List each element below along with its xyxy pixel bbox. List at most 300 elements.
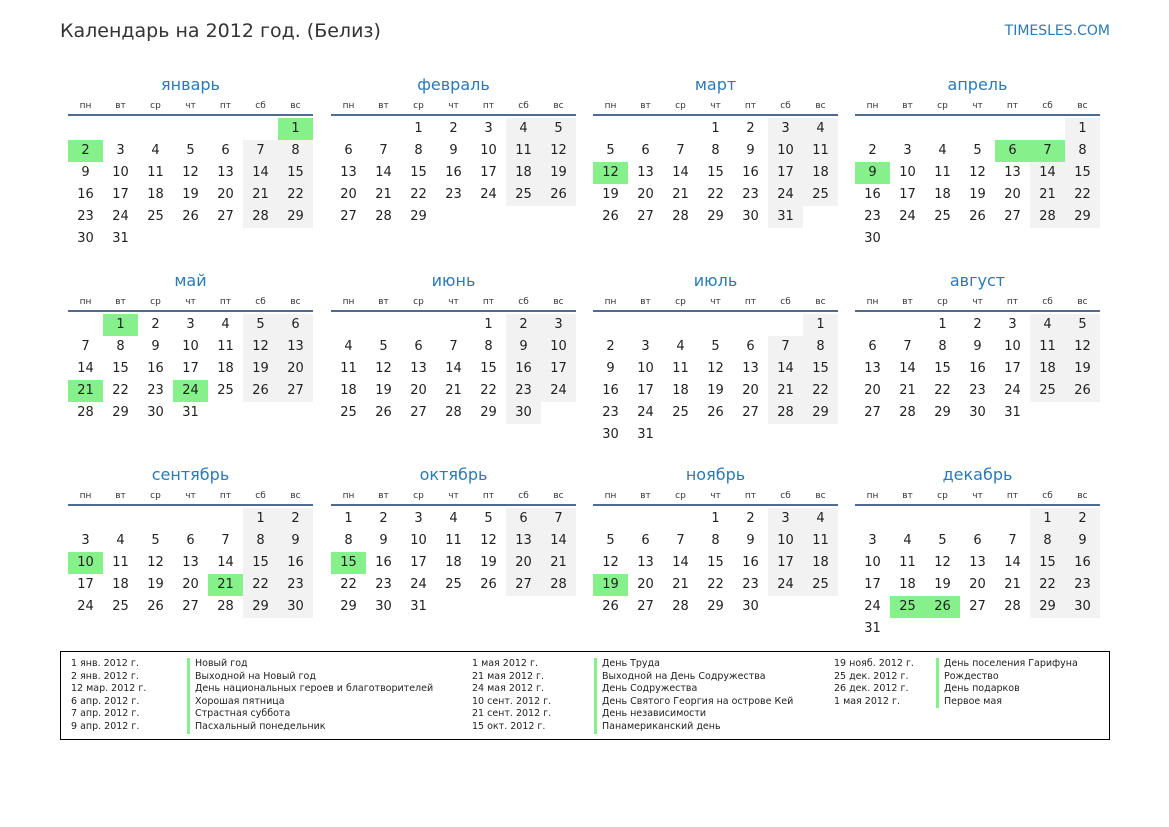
day-cell: 10	[182, 339, 199, 354]
month-3	[593, 74, 838, 228]
day-cell: 26	[541, 184, 576, 206]
weekday-label: пн	[79, 491, 92, 501]
month-title: август	[949, 271, 1006, 290]
day-cell: 10	[637, 361, 654, 376]
day-cell: 10	[768, 140, 803, 162]
day-cell: 19	[480, 555, 497, 570]
day-cell: 5	[484, 511, 493, 526]
day-cell: 12	[541, 140, 576, 162]
holiday-name: Первое мая	[936, 696, 1078, 709]
day-cell: 1	[1030, 508, 1065, 530]
empty-cell	[890, 508, 925, 530]
empty-cell	[995, 118, 1030, 140]
day-cell: 16	[1065, 552, 1100, 574]
weekday-label: вс	[1077, 297, 1088, 307]
day-grid	[68, 506, 313, 618]
month-2	[331, 74, 576, 228]
day-cell: 15	[278, 162, 313, 184]
weekday-label: вс	[815, 491, 826, 501]
day-cell: 22	[410, 187, 427, 202]
day-cell: 29	[243, 596, 278, 618]
day-cell: 26	[707, 405, 724, 420]
month-6	[331, 270, 576, 424]
empty-cell	[855, 508, 890, 530]
day-cell: 28	[541, 574, 576, 596]
weekday-label: вт	[115, 101, 126, 111]
day-cell: 24	[480, 187, 497, 202]
weekday-label: сб	[780, 101, 791, 111]
day-cell: 30	[864, 231, 881, 246]
day-cell: 24	[77, 599, 94, 614]
day-cell: 2	[506, 314, 541, 336]
site-link[interactable]: TIMESLES.COM	[1004, 23, 1110, 39]
empty-cell	[663, 508, 698, 530]
day-cell: 21	[445, 383, 462, 398]
weekday-label: пн	[604, 491, 617, 501]
day-cell: 5	[606, 143, 615, 158]
day-cell: 26	[375, 405, 392, 420]
holiday-name: День национальных героев и благотворителей	[187, 683, 433, 696]
day-cell: 2	[379, 511, 388, 526]
day-cell: 27	[637, 209, 654, 224]
day-cell: 10	[1004, 339, 1021, 354]
month-title: октябрь	[419, 465, 488, 484]
day-cell: 21	[768, 380, 803, 402]
day-cell: 19	[147, 577, 164, 592]
month-title: июнь	[431, 271, 476, 290]
day-cell: 11	[445, 533, 462, 548]
day-cell: 4	[221, 317, 230, 332]
day-cell: 4	[449, 511, 458, 526]
day-cell: 19	[243, 358, 278, 380]
day-cell: 28	[217, 599, 234, 614]
day-cell: 1	[711, 511, 720, 526]
day-cell: 22	[112, 383, 129, 398]
weekday-label: чт	[448, 491, 459, 501]
weekday-label: ср	[413, 101, 424, 111]
day-cell: 2	[606, 339, 615, 354]
holiday-name: Выходной на Новый год	[187, 671, 433, 684]
day-cell: 10	[899, 165, 916, 180]
day-cell: 20	[637, 187, 654, 202]
holiday-date: 1 мая 2012 г.	[472, 658, 538, 669]
day-cell: 28	[899, 405, 916, 420]
day-cell: 19	[375, 383, 392, 398]
month-5	[68, 270, 313, 424]
weekday-label: вс	[1077, 491, 1088, 501]
day-cell: 18	[217, 361, 234, 376]
weekday-label: пн	[866, 297, 879, 307]
month-title: май	[174, 271, 207, 290]
holiday-name: Новый год	[187, 658, 433, 671]
day-cell: 11	[803, 140, 838, 162]
weekday-label: чт	[185, 297, 196, 307]
day-cell: 2	[278, 508, 313, 530]
day-cell: 12	[480, 533, 497, 548]
holiday-legend	[60, 651, 1110, 740]
day-cell: 14	[1004, 555, 1021, 570]
day-cell: 29	[707, 599, 724, 614]
day-cell: 23	[864, 209, 881, 224]
day-cell: 9	[606, 361, 615, 376]
empty-cell	[173, 508, 208, 530]
weekday-label: ср	[937, 491, 948, 501]
day-cell: 27	[742, 405, 759, 420]
day-cell: 13	[1004, 165, 1021, 180]
weekday-header	[68, 486, 313, 506]
day-cell: 24	[864, 599, 881, 614]
day-cell: 1	[414, 121, 423, 136]
empty-cell	[401, 314, 436, 336]
legend-dates-col	[71, 658, 146, 734]
day-cell: 20	[410, 383, 427, 398]
day-cell: 1	[1065, 118, 1100, 140]
weekday-label: пн	[342, 491, 355, 501]
day-cell: 9	[81, 165, 90, 180]
holiday-date: 26 дек. 2012 г.	[834, 683, 909, 695]
day-cell: 13	[637, 165, 654, 180]
weekday-label: сб	[255, 491, 266, 501]
day-cell: 16	[742, 555, 759, 570]
day-grid	[593, 312, 838, 446]
day-cell: 29	[112, 405, 129, 420]
empty-cell	[925, 508, 960, 530]
day-cell: 27	[410, 405, 427, 420]
day-cell: 23	[445, 187, 462, 202]
day-cell: 13	[742, 361, 759, 376]
day-cell: 6	[186, 533, 195, 548]
month-title: март	[694, 75, 737, 94]
weekday-label: сб	[780, 297, 791, 307]
day-cell: 28	[1004, 599, 1021, 614]
weekday-label: ср	[413, 491, 424, 501]
day-cell: 12	[182, 165, 199, 180]
empty-cell	[925, 118, 960, 140]
day-grid	[331, 312, 576, 424]
day-cell: 26	[602, 599, 619, 614]
holiday-day: 15	[331, 552, 366, 574]
day-cell: 23	[375, 577, 392, 592]
weekday-label: сб	[255, 101, 266, 111]
day-cell: 28	[768, 402, 803, 424]
empty-cell	[366, 118, 401, 140]
day-cell: 25	[1030, 380, 1065, 402]
day-cell: 28	[445, 405, 462, 420]
day-cell: 8	[711, 143, 720, 158]
day-cell: 12	[375, 361, 392, 376]
day-cell: 27	[182, 599, 199, 614]
holiday-day: 6	[995, 140, 1030, 162]
holiday-day: 25	[890, 596, 925, 618]
day-grid	[593, 116, 838, 228]
weekday-label: вс	[553, 491, 564, 501]
day-cell: 27	[340, 209, 357, 224]
day-cell: 2	[449, 121, 458, 136]
day-cell: 13	[340, 165, 357, 180]
holiday-name: День независимости	[594, 708, 793, 721]
weekday-label: пт	[744, 101, 757, 111]
day-cell: 26	[147, 599, 164, 614]
day-grid	[593, 506, 838, 618]
day-cell: 14	[1030, 162, 1065, 184]
day-cell: 23	[147, 383, 164, 398]
weekday-label: ср	[150, 101, 161, 111]
weekday-header	[855, 486, 1100, 506]
holiday-day: 2	[68, 140, 103, 162]
holiday-day: 1	[103, 314, 138, 336]
weekday-label: чт	[185, 491, 196, 501]
empty-cell	[593, 508, 628, 530]
day-cell: 16	[375, 555, 392, 570]
day-cell: 8	[803, 336, 838, 358]
day-cell: 11	[340, 361, 357, 376]
weekday-label: сб	[518, 491, 529, 501]
empty-cell	[663, 314, 698, 336]
weekday-label: чт	[710, 491, 721, 501]
day-cell: 10	[541, 336, 576, 358]
holiday-name: Пасхальный понедельник	[187, 721, 433, 734]
day-cell: 5	[379, 339, 388, 354]
day-cell: 30	[147, 405, 164, 420]
day-cell: 14	[217, 555, 234, 570]
day-cell: 15	[707, 165, 724, 180]
day-cell: 29	[480, 405, 497, 420]
weekday-label: чт	[710, 297, 721, 307]
day-cell: 9	[746, 143, 755, 158]
weekday-label: вс	[290, 491, 301, 501]
day-cell: 11	[506, 140, 541, 162]
empty-cell	[103, 508, 138, 530]
weekday-label: сб	[1042, 491, 1053, 501]
day-cell: 19	[541, 162, 576, 184]
weekday-label: пт	[482, 491, 495, 501]
legend-names-col	[594, 658, 793, 734]
day-cell: 15	[410, 165, 427, 180]
day-cell: 14	[768, 358, 803, 380]
day-cell: 3	[768, 118, 803, 140]
day-cell: 10	[112, 165, 129, 180]
weekday-label: ср	[675, 101, 686, 111]
day-cell: 31	[864, 621, 881, 636]
day-cell: 3	[868, 533, 877, 548]
day-cell: 5	[186, 143, 195, 158]
day-cell: 11	[1030, 336, 1065, 358]
day-cell: 18	[1030, 358, 1065, 380]
day-cell: 11	[217, 339, 234, 354]
day-cell: 29	[410, 209, 427, 224]
day-cell: 23	[742, 187, 759, 202]
day-cell: 9	[449, 143, 458, 158]
day-cell: 7	[903, 339, 912, 354]
day-cell: 2	[151, 317, 160, 332]
day-cell: 18	[899, 577, 916, 592]
empty-cell	[733, 314, 768, 336]
weekday-header	[68, 96, 313, 116]
holiday-day: 1	[278, 118, 313, 140]
day-cell: 7	[379, 143, 388, 158]
weekday-label: пт	[482, 297, 495, 307]
day-cell: 16	[969, 361, 986, 376]
day-cell: 20	[340, 187, 357, 202]
weekday-label: сб	[518, 101, 529, 111]
day-cell: 4	[903, 533, 912, 548]
day-cell: 20	[637, 577, 654, 592]
weekday-label: вс	[815, 101, 826, 111]
day-cell: 30	[969, 405, 986, 420]
day-cell: 15	[934, 361, 951, 376]
day-cell: 6	[221, 143, 230, 158]
day-cell: 5	[1065, 314, 1100, 336]
day-cell: 4	[803, 118, 838, 140]
day-cell: 11	[672, 361, 689, 376]
day-cell: 4	[803, 508, 838, 530]
empty-cell	[243, 118, 278, 140]
day-cell: 22	[243, 574, 278, 596]
day-cell: 23	[969, 383, 986, 398]
day-cell: 10	[864, 555, 881, 570]
day-cell: 30	[742, 209, 759, 224]
day-cell: 6	[746, 339, 755, 354]
day-cell: 21	[243, 184, 278, 206]
day-cell: 19	[1065, 358, 1100, 380]
day-cell: 1	[484, 317, 493, 332]
day-cell: 25	[445, 577, 462, 592]
day-cell: 18	[445, 555, 462, 570]
weekday-header	[855, 96, 1100, 116]
day-cell: 29	[1030, 596, 1065, 618]
day-cell: 3	[1008, 317, 1017, 332]
weekday-label: вт	[115, 297, 126, 307]
day-cell: 25	[112, 599, 129, 614]
day-cell: 9	[278, 530, 313, 552]
day-cell: 12	[602, 555, 619, 570]
day-cell: 22	[934, 383, 951, 398]
day-cell: 19	[934, 577, 951, 592]
day-cell: 12	[934, 555, 951, 570]
empty-cell	[593, 314, 628, 336]
day-cell: 20	[182, 577, 199, 592]
weekday-label: чт	[448, 101, 459, 111]
day-cell: 15	[803, 358, 838, 380]
day-cell: 28	[243, 206, 278, 228]
day-cell: 25	[147, 209, 164, 224]
day-cell: 16	[602, 383, 619, 398]
weekday-label: пт	[482, 101, 495, 111]
day-cell: 13	[506, 530, 541, 552]
holiday-name: День Святого Георгия на острове Кей	[594, 696, 793, 709]
weekday-label: ср	[937, 101, 948, 111]
day-cell: 20	[1004, 187, 1021, 202]
day-cell: 3	[641, 339, 650, 354]
day-cell: 7	[221, 533, 230, 548]
empty-cell	[698, 314, 733, 336]
holiday-day: 7	[1030, 140, 1065, 162]
month-title: июль	[693, 271, 738, 290]
day-cell: 25	[803, 574, 838, 596]
day-cell: 14	[77, 361, 94, 376]
day-cell: 19	[707, 383, 724, 398]
day-cell: 11	[147, 165, 164, 180]
weekday-label: вт	[640, 297, 651, 307]
day-cell: 24	[541, 380, 576, 402]
day-cell: 15	[243, 552, 278, 574]
day-cell: 3	[116, 143, 125, 158]
day-cell: 1	[803, 314, 838, 336]
day-cell: 10	[768, 530, 803, 552]
empty-cell	[890, 118, 925, 140]
weekday-header	[593, 96, 838, 116]
weekday-label: вт	[902, 297, 913, 307]
day-cell: 23	[278, 574, 313, 596]
empty-cell	[628, 508, 663, 530]
day-cell: 27	[506, 574, 541, 596]
day-cell: 28	[672, 599, 689, 614]
day-cell: 17	[182, 361, 199, 376]
empty-cell	[663, 118, 698, 140]
day-cell: 27	[217, 209, 234, 224]
day-cell: 8	[243, 530, 278, 552]
day-cell: 11	[803, 530, 838, 552]
empty-cell	[68, 314, 103, 336]
day-cell: 1	[344, 511, 353, 526]
holiday-day: 9	[855, 162, 890, 184]
month-title: сентябрь	[151, 465, 230, 484]
day-cell: 2	[746, 121, 755, 136]
day-cell: 5	[973, 143, 982, 158]
weekday-label: чт	[972, 297, 983, 307]
day-cell: 3	[768, 508, 803, 530]
day-cell: 14	[899, 361, 916, 376]
day-cell: 22	[707, 577, 724, 592]
weekday-label: пт	[1006, 101, 1019, 111]
day-cell: 25	[934, 209, 951, 224]
day-cell: 6	[344, 143, 353, 158]
day-cell: 31	[1004, 405, 1021, 420]
day-cell: 3	[414, 511, 423, 526]
day-cell: 24	[112, 209, 129, 224]
month-4	[855, 74, 1100, 250]
holiday-name: День подарков	[936, 683, 1078, 696]
weekday-label: пт	[219, 101, 232, 111]
day-cell: 14	[672, 165, 689, 180]
day-cell: 9	[1065, 530, 1100, 552]
empty-cell	[960, 118, 995, 140]
day-cell: 10	[480, 143, 497, 158]
holiday-date: 2 янв. 2012 г.	[71, 670, 139, 682]
day-cell: 17	[541, 358, 576, 380]
holiday-day: 21	[68, 380, 103, 402]
day-cell: 4	[344, 339, 353, 354]
day-cell: 22	[278, 184, 313, 206]
day-cell: 1	[243, 508, 278, 530]
empty-cell	[331, 118, 366, 140]
weekday-header	[331, 486, 576, 506]
day-cell: 17	[77, 577, 94, 592]
day-cell: 23	[602, 405, 619, 420]
day-cell: 8	[711, 533, 720, 548]
weekday-label: пн	[866, 101, 879, 111]
weekday-header	[593, 292, 838, 312]
day-cell: 21	[541, 552, 576, 574]
day-cell: 20	[864, 383, 881, 398]
empty-cell	[960, 508, 995, 530]
weekday-label: чт	[710, 101, 721, 111]
day-cell: 7	[243, 140, 278, 162]
day-cell: 29	[1065, 206, 1100, 228]
weekday-label: ср	[150, 297, 161, 307]
day-cell: 24	[768, 184, 803, 206]
day-cell: 11	[934, 165, 951, 180]
